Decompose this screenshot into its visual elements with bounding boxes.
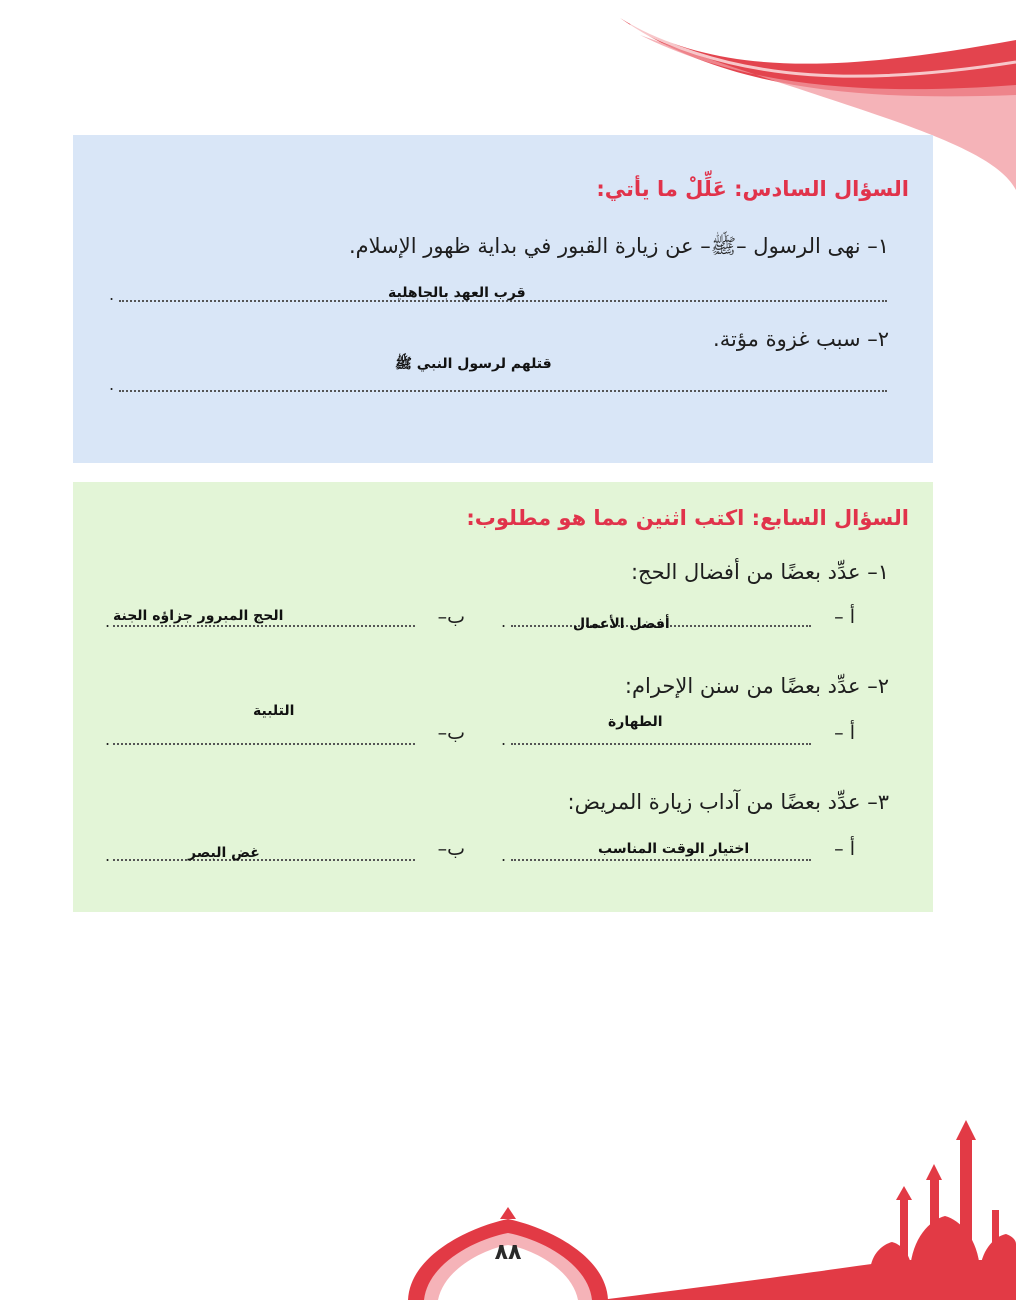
label-a: أ – xyxy=(834,722,855,744)
answer-line xyxy=(119,390,887,392)
answer-line-b xyxy=(113,625,415,627)
question-six-title: السؤال السادس: عَلِّلْ ما يأتي: xyxy=(596,177,909,201)
answer-line-b xyxy=(113,743,415,745)
question-seven-title: السؤال السابع: اكتب اثنين مما هو مطلوب: xyxy=(466,506,909,530)
answer-7-2-a[interactable]: الطهارة xyxy=(608,714,663,730)
answer-6-1[interactable]: قرب العهد بالجاهلية xyxy=(388,285,526,301)
answer-line-a xyxy=(511,743,811,745)
answer-7-1-b[interactable]: الحج المبرور جزاؤه الجنة xyxy=(113,608,284,624)
question-six-box xyxy=(73,135,933,463)
answer-7-1-a[interactable]: أفضل الأعمال xyxy=(573,616,670,632)
question-six-item-2: ٢– سبب غزوة مؤتة. xyxy=(713,327,889,351)
line-end-dot: . xyxy=(105,846,111,865)
line-end-dot: . xyxy=(501,846,507,865)
line-end-dot: . xyxy=(501,612,507,631)
line-end-dot: . xyxy=(109,375,115,394)
answer-7-3-a[interactable]: اختيار الوقت المناسب xyxy=(598,841,750,857)
line-end-dot: . xyxy=(501,730,507,749)
label-a: أ – xyxy=(834,606,855,628)
question-seven-item-1: ١– عدِّد بعضًا من أفضال الحج: xyxy=(630,560,889,584)
label-b: ب– xyxy=(437,606,465,628)
question-six-item-1: ١– نهى الرسول –ﷺ– عن زيارة القبور في بداية ظهور الإسلام. xyxy=(348,234,889,258)
label-b: ب– xyxy=(437,722,465,744)
answer-7-3-b[interactable]: غض البصر xyxy=(188,845,260,861)
answer-6-2[interactable]: قتلهم لرسول النبي ﷺ xyxy=(395,356,552,372)
question-seven-item-3: ٣– عدِّد بعضًا من آداب زيارة المريض: xyxy=(567,790,889,814)
answer-line-a xyxy=(511,859,811,861)
page-number: ٨٨ xyxy=(494,1240,522,1265)
label-b: ب– xyxy=(437,838,465,860)
label-a: أ – xyxy=(834,838,855,860)
answer-line-b xyxy=(113,859,415,861)
line-end-dot: . xyxy=(105,612,111,631)
question-seven-item-2: ٢– عدِّد بعضًا من سنن الإحرام: xyxy=(624,674,889,698)
line-end-dot: . xyxy=(109,285,115,304)
line-end-dot: . xyxy=(105,730,111,749)
answer-7-2-b[interactable]: التلبية xyxy=(253,703,295,719)
question-seven-box xyxy=(73,482,933,912)
mosque-silhouette-decoration xyxy=(600,1120,1016,1300)
